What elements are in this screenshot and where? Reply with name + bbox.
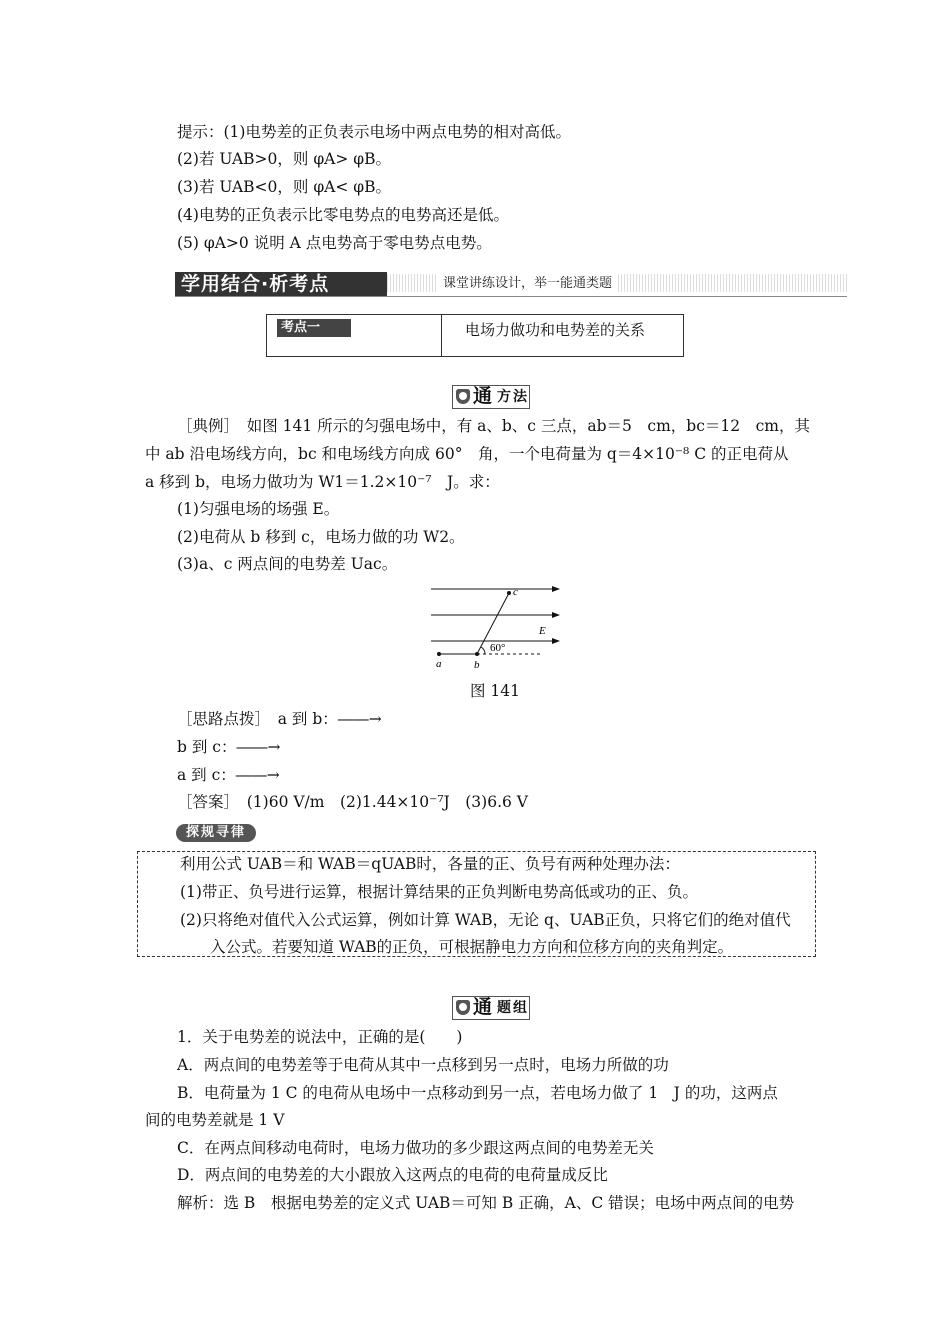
kaodian-divider bbox=[441, 315, 442, 356]
section-header-method bbox=[452, 385, 530, 409]
rule-line-3: (2)只将绝对值代入公式运算，例如计算 WAB，无论 q、UAB正负，只将它们的绝对值代 bbox=[180, 911, 791, 929]
option-c: C．在两点间移动电荷时，电场力做功的多少跟这两点间的电势差无关 bbox=[177, 1139, 654, 1157]
label-angle: 60° bbox=[490, 642, 506, 654]
hint-line-3: (3)若 UAB<0，则 φA< φB。 bbox=[177, 178, 392, 196]
rule-line-1: 利用公式 UAB＝和 WAB＝qUAB时，各量的正、负号有两种处理办法： bbox=[180, 855, 680, 873]
section-header-big: 通 bbox=[473, 996, 493, 1018]
hint-line-1: 提示：(1)电势差的正负表示电场中两点电势的相对高低。 bbox=[177, 123, 571, 141]
angle-arc bbox=[481, 647, 485, 654]
hint-line-4: (4)电势的正负表示比零电势点的电势高还是低。 bbox=[177, 206, 509, 224]
kaodian-title: 电场力做功和电势差的关系 bbox=[465, 321, 646, 339]
label-a: a bbox=[436, 658, 442, 670]
point-c bbox=[507, 591, 511, 595]
example-line-2: 中 ab 沿电场线方向，bc 和电场线方向成 60° 角，一个电荷量为 q＝4×10⁻⁸ C 的正电荷从 bbox=[145, 445, 789, 463]
banner-title: 学用结合·析考点 bbox=[175, 272, 387, 296]
point-b bbox=[475, 652, 479, 656]
label-c: c bbox=[513, 586, 518, 598]
example-line-1: ［典例］ 如图 141 所示的匀强电场中，有 a、b、c 三点，ab＝5 cm，bc＝12 cm，其 bbox=[177, 417, 810, 435]
thinking-line-3: a 到 c：――→ bbox=[177, 766, 280, 784]
section-header-big: 通 bbox=[473, 385, 493, 407]
thinking-line-2: b 到 c：――→ bbox=[177, 738, 281, 756]
section-header-small: 题组 bbox=[497, 1000, 529, 1016]
option-a: A．两点间的电势差等于电荷从其中一点移到另一点时，电场力所做的功 bbox=[177, 1056, 669, 1074]
option-b-line-1: B．电荷量为 1 C 的电荷从电场中一点移动到另一点，若电场力做了 1 J 的功，这两点 bbox=[177, 1084, 778, 1102]
label-E: E bbox=[539, 625, 546, 637]
rule-badge: 探规寻律 bbox=[176, 824, 256, 842]
field-figure bbox=[425, 583, 565, 673]
figure-caption: 图 141 bbox=[470, 682, 521, 700]
kaodian-tag: 考点一 bbox=[277, 319, 351, 337]
banner-rule bbox=[175, 296, 847, 297]
label-b: b bbox=[474, 659, 480, 671]
rule-line-4: 入公式。若要知道 WAB的正负，可根据静电力方向和位移方向的夹角判定。 bbox=[210, 938, 734, 956]
question-stem: 1．关于电势差的说法中，正确的是( ) bbox=[177, 1028, 463, 1046]
answer-line: ［答案］ (1)60 V/m (2)1.44×10⁻⁷J (3)6.6 V bbox=[177, 793, 528, 811]
analysis-line: 解析：选 B 根据电势差的定义式 UAB＝可知 B 正确，A、C 错误；电场中两点间的电势 bbox=[177, 1194, 795, 1212]
banner-subtitle: 课堂讲练设计，举一能通类题 bbox=[437, 274, 618, 294]
example-question-3: (3)a、c 两点间的电势差 Uac。 bbox=[177, 555, 398, 573]
shield-icon bbox=[456, 1000, 470, 1015]
section-header-small: 方法 bbox=[497, 389, 529, 405]
example-line-3: a 移到 b，电场力做功为 W1＝1.2×10⁻⁷ J。求： bbox=[145, 473, 500, 491]
option-b-line-2: 间的电势差就是 1 V bbox=[145, 1111, 285, 1129]
point-a bbox=[437, 652, 441, 656]
shield-icon bbox=[456, 389, 470, 404]
example-question-1: (1)匀强电场的场强 E。 bbox=[177, 500, 340, 518]
section-header-group-box bbox=[452, 996, 530, 1020]
hint-line-5: (5) φA>0 说明 A 点电势高于零电势点电势。 bbox=[177, 234, 492, 252]
thinking-line-1: ［思路点拨］ a 到 b：――→ bbox=[177, 710, 382, 728]
kaodian-box bbox=[266, 314, 684, 357]
rule-line-2: (1)带正、负号进行运算，根据计算结果的正负判断电势高低或功的正、负。 bbox=[180, 883, 698, 901]
hint-line-2: (2)若 UAB>0，则 φA> φB。 bbox=[177, 150, 392, 168]
option-d: D．两点间的电势差的大小跟放入这两点的电荷的电荷量成反比 bbox=[177, 1166, 608, 1184]
section-banner bbox=[175, 272, 847, 298]
example-question-2: (2)电荷从 b 移到 c，电场力做的功 W2。 bbox=[177, 528, 465, 546]
